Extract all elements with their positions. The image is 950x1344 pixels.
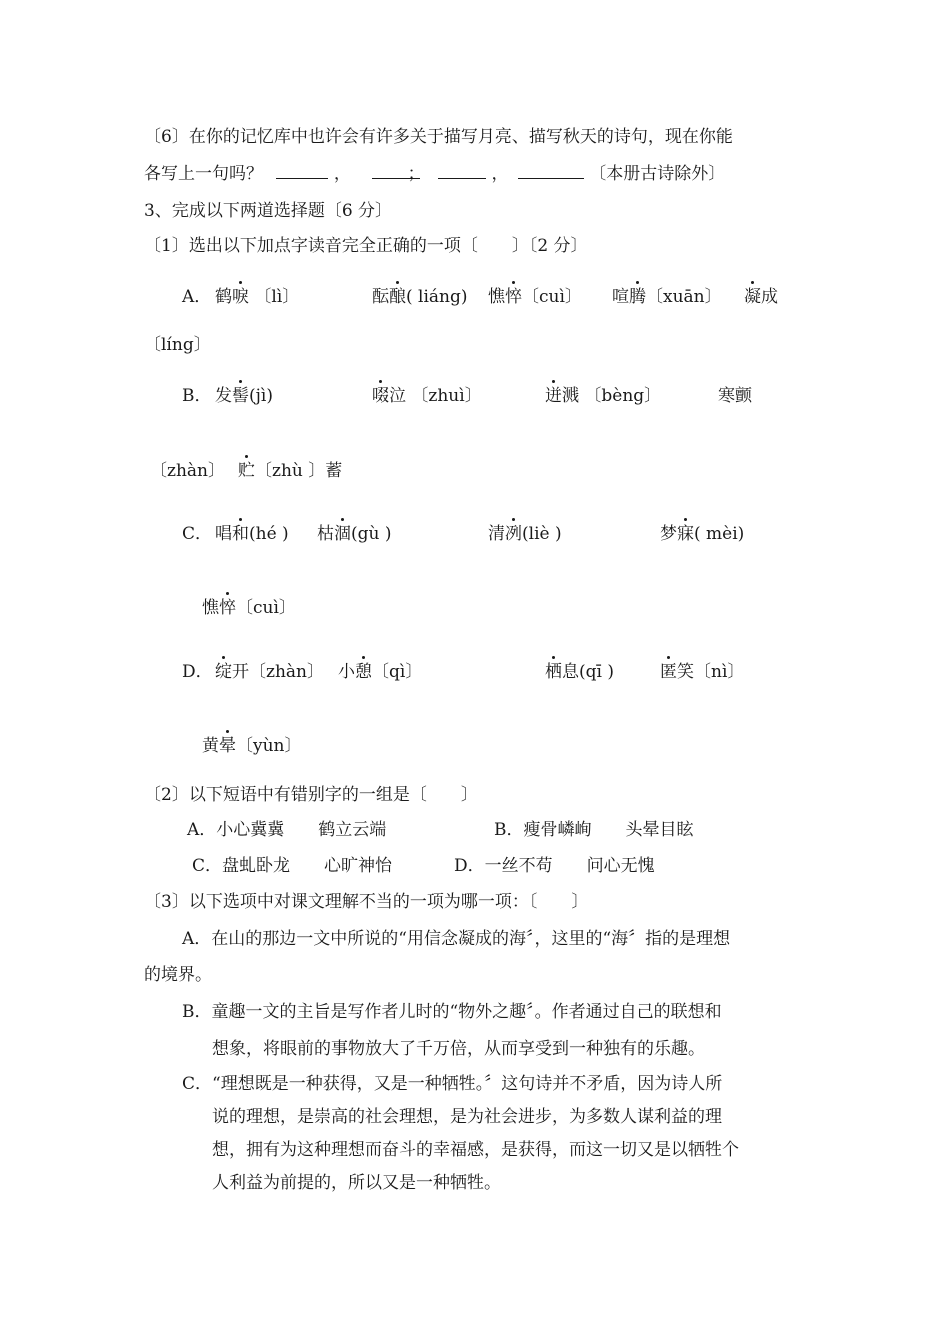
p2-option-c: C．盘虬卧龙 心旷神怡: [192, 856, 393, 876]
p1-c-word3: 清冽(liè ): [488, 524, 562, 544]
answer-blank-1[interactable]: [276, 163, 328, 179]
p1-d-word1: 绽开〔zhàn〕: [215, 662, 324, 682]
p1-b-word1: 发髻(jì): [215, 386, 273, 406]
q3-heading: 3、完成以下两道选择题〔6 分〕: [144, 201, 393, 221]
p1-a-word1: 鹤唳 〔lì〕: [215, 287, 300, 307]
p1-d-word2: 小憩〔qì〕: [338, 662, 423, 682]
q6-sep3: ，: [491, 164, 509, 184]
p1-a-word5-pinyin: 〔líng〕: [144, 335, 211, 355]
p1-c-word5: 憔悴〔cuì〕: [202, 598, 296, 618]
p1-stem: 〔1〕选出以下加点字读音完全正确的一项〔 〕〔2 分〕: [144, 236, 588, 256]
p1-b-word4: 寒颤: [718, 386, 752, 406]
q6-sep1: ，: [333, 164, 351, 184]
p1-a-word5: 凝成: [744, 287, 778, 307]
p3-option-b-line2: 想象，将眼前的事物放大了千万倍，从而享受到一种独有的乐趣。: [212, 1039, 705, 1059]
p2-stem: 〔2〕以下短语中有错别字的一组是〔 〕: [144, 785, 478, 805]
q6-sep2: ；: [407, 164, 425, 184]
p2-option-b: B．瘦骨嶙峋 头晕目眩: [494, 820, 694, 840]
p2-option-d: D．一丝不苟 问心无愧: [454, 856, 655, 876]
q6-line1: 〔6〕在你的记忆库中也许会有许多关于描写月亮、描写秋天的诗句，现在你能: [144, 127, 733, 147]
p1-a-word3: 憔悴〔cuì〕: [488, 287, 582, 307]
p1-a-word2: 酝酿( liáng): [372, 287, 468, 307]
p1-c-label: C．: [182, 524, 213, 544]
p1-c-word4: 梦寐( mèi): [660, 524, 745, 544]
p3-option-c-line1: C．“理想既是一种获得，又是一种牺牲。〞这句诗并不矛盾，因为诗人所: [182, 1074, 723, 1094]
p3-option-a-line1: A．在山的那边一文中所说的“用信念凝成的海〞，这里的“海〞指的是理想: [182, 929, 731, 949]
p1-b-label: B．: [182, 386, 212, 406]
answer-blank-3[interactable]: [438, 163, 486, 179]
p1-b-word5: 贮〔zhù 〕蓄: [238, 461, 343, 481]
p3-option-a-line2: 的境界。: [144, 965, 212, 985]
p3-option-b-line1: B．童趣一文的主旨是写作者儿时的“物外之趣〞。作者通过自己的联想和: [182, 1002, 722, 1022]
p3-stem: 〔3〕以下选项中对课文理解不当的一项为哪一项：〔 〕: [144, 892, 589, 912]
p1-a-label: A．: [182, 287, 212, 307]
p1-c-word2: 枯涸(gù ): [317, 524, 392, 544]
p1-b-word4-pinyin: 〔zhàn〕: [150, 461, 225, 481]
q6-prefix: 各写上一句吗？: [144, 164, 263, 184]
p1-d-word3: 栖息(qī ): [545, 662, 614, 682]
p1-a-word4: 喧腾〔xuān〕: [612, 287, 722, 307]
p2-option-a: A．小心冀冀 鹤立云端: [187, 820, 387, 840]
p1-c-word1: 唱和(hé ): [215, 524, 289, 544]
p1-d-label: D．: [182, 662, 213, 682]
p3-option-c-line3: 想，拥有为这种理想而奋斗的幸福感，是获得，而这一切又是以牺牲个: [212, 1140, 739, 1160]
p1-d-word4: 匿笑〔nì〕: [660, 662, 745, 682]
p3-option-c-line4: 人利益为前提的，所以又是一种牺牲。: [212, 1173, 501, 1193]
p1-b-word2: 啜泣 〔zhuì〕: [372, 386, 482, 406]
answer-blank-4[interactable]: [518, 163, 584, 179]
p3-option-c-line2: 说的理想，是崇高的社会理想，是为社会进步，为多数人谋利益的理: [212, 1107, 722, 1127]
q6-line2: [144, 163, 725, 185]
p1-d-word5: 黄晕〔yùn〕: [202, 736, 302, 756]
p1-b-word3: 迸溅 〔bèng〕: [545, 386, 662, 406]
q6-note: 〔本册古诗除外〕: [589, 164, 726, 184]
